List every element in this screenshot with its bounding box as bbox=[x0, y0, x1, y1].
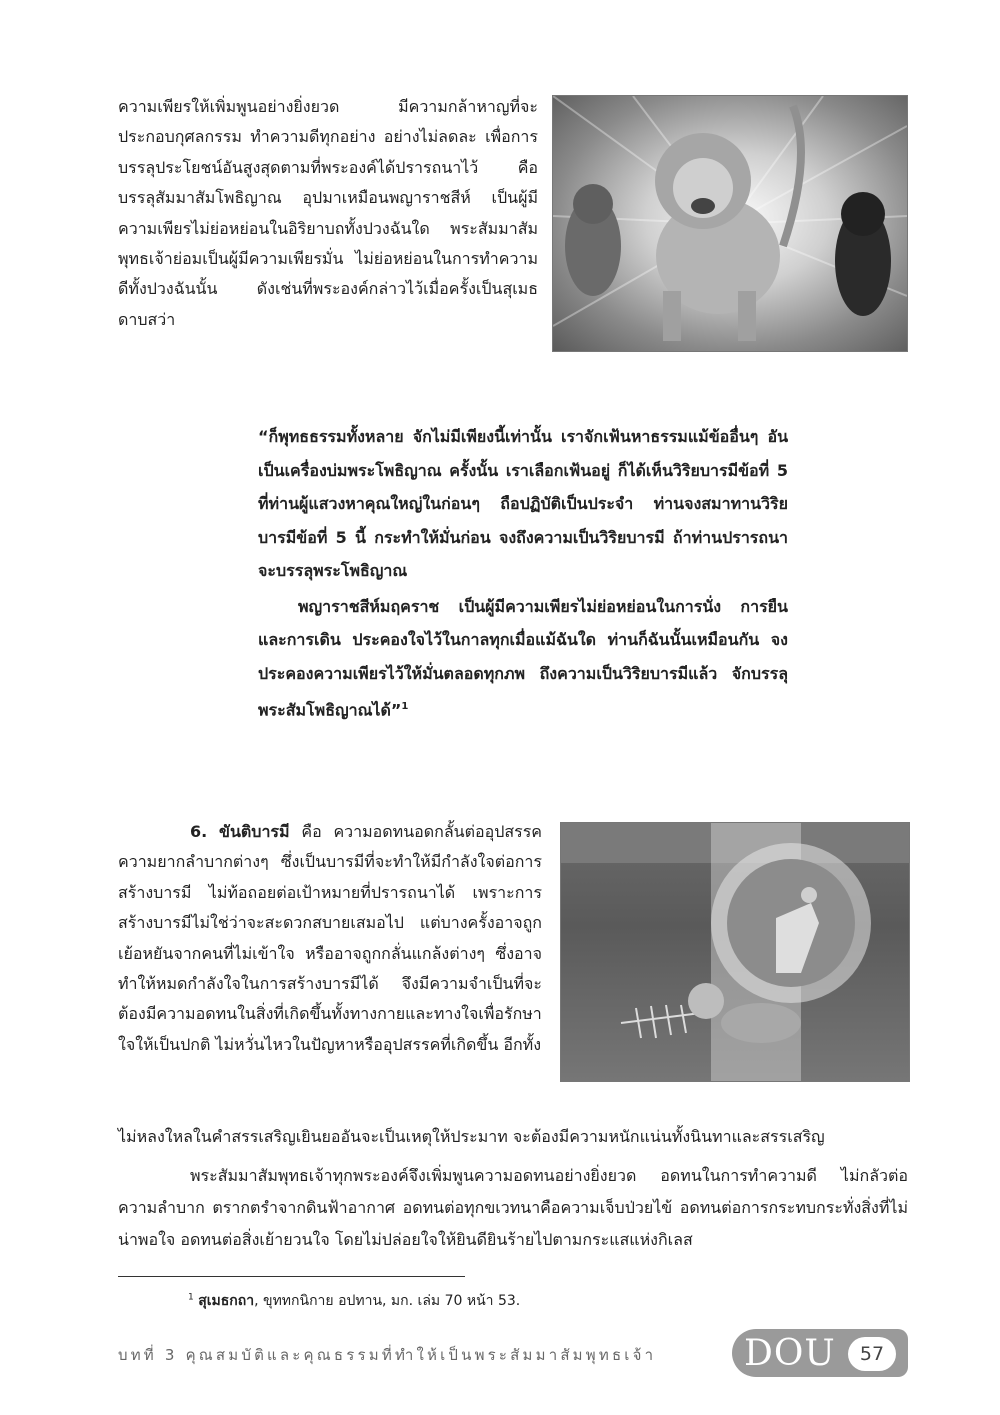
monk-and-fish-illustration-icon bbox=[560, 822, 910, 1082]
page-number: 57 bbox=[848, 1337, 896, 1371]
paragraph-intro: ความเพียรให้เพิ่มพูนอย่างยิ่งยวด มีความกล้าหาญที่จะประกอบกุศลกรรม ทำความดีทุกอย่าง อย่างไม่ลดละ เพื่อการบรรลุประโยชน์อันสูงสุดตามที่พระองค์ได้ปรารถนาไว้ คือ บรรลุสัมมาสัมโพธิญาณ อุปมาเหมือนพญาราชสีห์ เป็นผู้มีความเพียรไม่ย่อหย่อนในอิริยาบถทั้งปวงฉันใด พระสัมมาสัมพุทธเจ้าย่อมเป็นผู้มีความเพียรมั่น ไม่ย่อหย่อนในการทำความดีทั้งปวงฉันนั้น ดังเช่นที่พระองค์กล่าวไว้เมื่อครั้งเป็นสุเมธดาบสว่า bbox=[118, 97, 538, 329]
footer-brand: DOU bbox=[744, 1333, 836, 1374]
paragraph-patience: พระสัมมาสัมพุทธเจ้าทุกพระองค์จึงเพิ่มพูนความอดทนอย่างยิ่งยวด อดทนในการทำความดี ไม่กลัวต่อความลำบาก ตรากตรำจากดินฟ้าอากาศ อดทนต่อทุกขเวทนาคือความเจ็บป่วยไข้ อดทนต่อการกระทบกระทั่งสิ่งที่ไม่น่าพอใจ อดทนต่อสิ่งเย้ายวนใจ โดยไม่ปล่อยใจให้ยินดียินร้ายไปตามกระแสแห่งกิเลส bbox=[118, 1166, 908, 1249]
lions-illustration-icon bbox=[552, 95, 908, 352]
footer-chapter-title: บทที่ 3 คุณสมบัติและคุณธรรมที่ทำให้เป็นพระสัมมาสัมพุทธเจ้า bbox=[118, 1346, 657, 1364]
footnote-divider bbox=[118, 1276, 465, 1277]
quote-block bbox=[258, 420, 788, 727]
quote-paragraph-2-text: พญาราชสีห์มฤคราช เป็นผู้มีความเพียรไม่ย่อหย่อนในการนั่ง การยืน และการเดิน ประคองใจไว้ในกาลทุกเมื่อแม้ฉันใด ท่านก็ฉันนั้นเหมือนกัน จงประคองความเพียรไว้ให้มั่นตลอดทุกภพ ถึงความเป็นวิริยบารมีแล้ว จักบรรลุพระสัมโพธิญาณได้” bbox=[258, 596, 788, 720]
section-6-text bbox=[118, 817, 542, 1060]
section-6 bbox=[118, 817, 542, 1060]
section-6-number: 6. bbox=[190, 822, 208, 841]
section-6-title: ขันติบารมี bbox=[219, 822, 290, 841]
footnote-source: , ขุททกนิกาย อปทาน, มก. เล่ม 70 หน้า 53. bbox=[254, 1293, 521, 1309]
quote-paragraph-1: “ก็พุทธธรรมทั้งหลาย จักไม่มีเพียงนี้เท่านั้น เราจักเฟ้นหาธรรมแม้ข้ออื่นๆ อันเป็นเครื่องบ่มพระโพธิญาณ ครั้งนั้น เราเลือกเฟ้นอยู่ ก็ได้เห็นวิริยบารมีข้อที่ 5 ที่ท่านผู้แสวงหาคุณใหญ่ในก่อนๆ ถือปฏิบัติเป็นประจำ ท่านจงสมาทานวิริยบารมีข้อที่ 5 นี้ กระทำให้มั่นก่อน จงถึงความเป็นวิริยบารมี ถ้าท่านปรารถนาจะบรรลุพระโพธิญาณ bbox=[258, 427, 788, 580]
footnote-reference: 1 bbox=[401, 701, 409, 712]
section-6-continuation: ไม่หลงใหลในคำสรรเสริญเยินยออันจะเป็นเหตุให้ประมาท จะต้องมีความหนักแน่นทั้งนินทาและสรรเสริญ bbox=[118, 1127, 825, 1146]
footnote bbox=[188, 1290, 520, 1312]
quote-paragraph-2 bbox=[258, 590, 788, 727]
section-6-body: คือ ความอดทนอดกลั้นต่ออุปสรรคความยากลำบากต่างๆ ซึ่งเป็นบารมีที่จะทำให้มีกำลังใจต่อการสร้างบารมี ไม่ท้อถอยต่อเป้าหมายที่ปรารถนาได้ เพราะการสร้างบารมีไม่ใช่ว่าจะสะดวกสบายเสมอไป แต่บางครั้งอาจถูกเย้อหยันจากคนที่ไม่เข้าใจ หรืออาจถูกกลั่นแกล้งต่างๆ ซึ่งอาจทำให้หมดกำลังใจในการสร้างบารมีได้ จึงมีความจำเป็นที่จะต้องมีความอดทนในสิ่งที่เกิดขึ้นทั้งทางกายและทางใจเพื่อรักษาใจให้เป็นปกติ ไม่หวั่นไหวในปัญหาหรืออุปสรรคที่เกิดขึ้น อีกทั้ง bbox=[118, 822, 543, 1054]
footnote-mark: 1 bbox=[188, 1292, 194, 1303]
footnote-title: สุเมธกถา bbox=[198, 1293, 255, 1309]
